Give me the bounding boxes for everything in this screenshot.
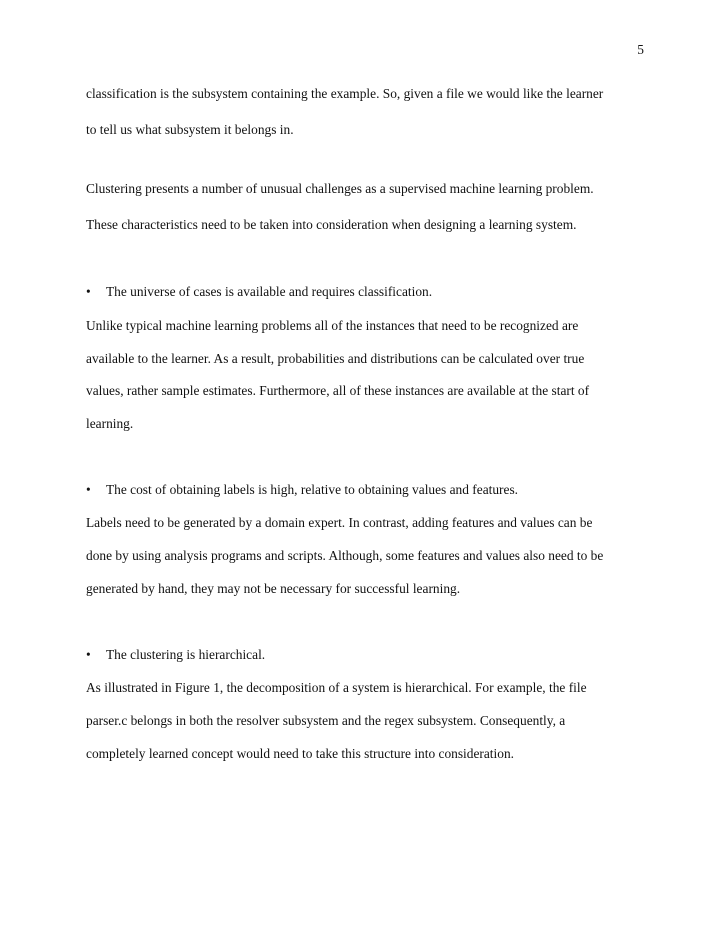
bullet-1-body-line-2: available to the learner. As a result, probabilities and distributions can be calculated over true (86, 351, 585, 366)
paragraph-1-line-2: to tell us what subsystem it belongs in. (86, 122, 294, 137)
bullet-1-body-line-1: Unlike typical machine learning problems all of the instances that need to be recognized are (86, 318, 579, 333)
bullet-2-text: The cost of obtaining labels is high, relative to obtaining values and features. (106, 482, 519, 497)
paragraph-2-line-2: These characteristics need to be taken into consideration when designing a learning system. (86, 217, 577, 232)
bullet-icon: • (86, 647, 91, 662)
bullet-icon: • (86, 482, 91, 497)
bullet-3-text: The clustering is hierarchical. (106, 647, 266, 662)
bullet-3-body-line-1: As illustrated in Figure 1, the decomposition of a system is hierarchical. For example, the file (86, 680, 587, 695)
bullet-2-body-line-2: done by using analysis programs and scripts. Although, some features and values also need to be (86, 548, 604, 563)
bullet-2-body-line-3: generated by hand, they may not be necessary for successful learning. (86, 581, 461, 596)
bullet-1-text: The universe of cases is available and requires classification. (106, 284, 433, 299)
bullet-icon: • (86, 284, 91, 299)
bullet-2-body-line-1: Labels need to be generated by a domain expert. In contrast, adding features and values can be (86, 515, 593, 530)
bullet-3 (86, 647, 656, 663)
page-number: 5 (637, 42, 644, 57)
paragraph-2-line-1: Clustering presents a number of unusual challenges as a supervised machine learning problem. (86, 181, 594, 196)
paragraph-1-line-1: classification is the subsystem containing the example. So, given a file we would like the learner (86, 86, 604, 101)
bullet-2 (86, 482, 656, 498)
bullet-1-body-line-3: values, rather sample estimates. Furthermore, all of these instances are available at the start of (86, 383, 590, 398)
bullet-3-body-line-3: completely learned concept would need to take this structure into consideration. (86, 746, 514, 761)
bullet-1-body-line-4: learning. (86, 416, 134, 431)
bullet-3-body-line-2: parser.c belongs in both the resolver subsystem and the regex subsystem. Consequently, a (86, 713, 566, 728)
bullet-1 (86, 284, 656, 300)
